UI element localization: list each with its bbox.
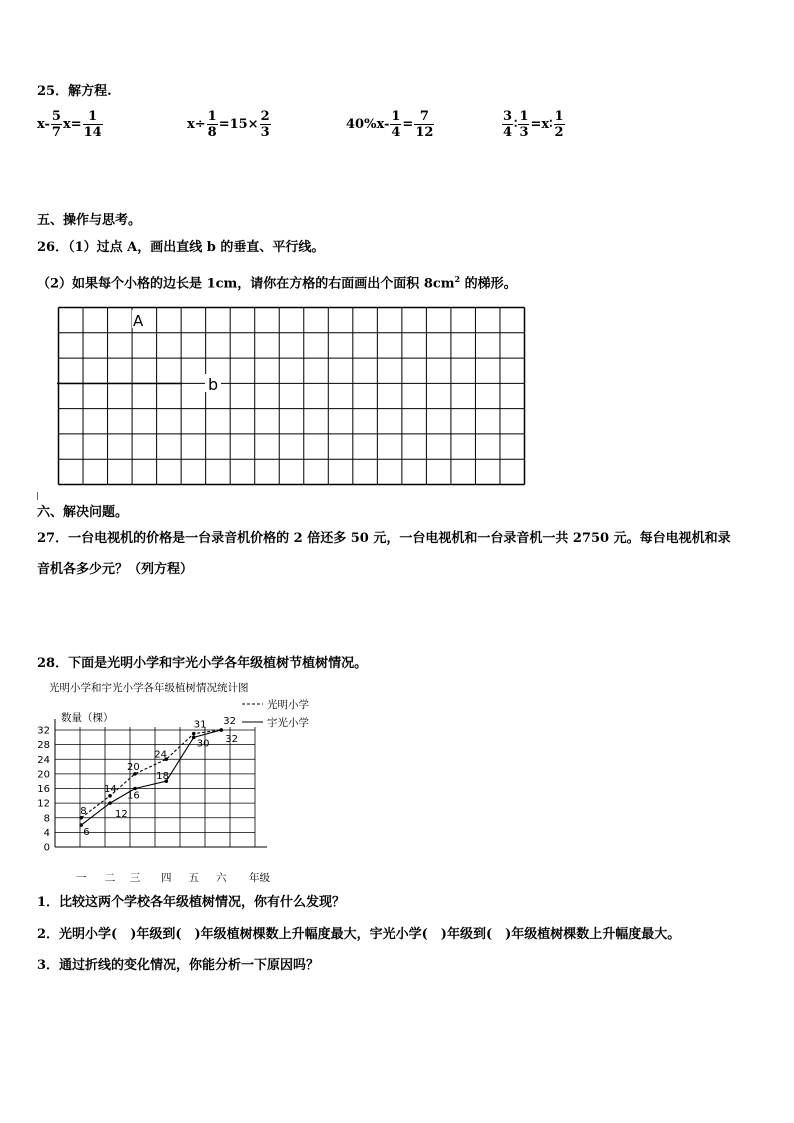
eq3-fraction-1: $\frac{1}{4}$ [391, 109, 401, 140]
equation-1 [37, 109, 104, 140]
eq3-part-a: 40%x- [346, 117, 390, 132]
data-label: 12 [115, 809, 128, 821]
equation-4 [501, 109, 566, 140]
section-5-heading: 五、操作与思考。 [37, 213, 142, 228]
eq1-part-a: x- [37, 117, 50, 132]
y-axis-label: 数量（棵） [61, 712, 114, 724]
data-point [192, 732, 196, 736]
q27-line-2: 音机各多少元？（列方程） [37, 562, 194, 577]
eq4-fraction-1: $\frac{3}{4}$ [503, 109, 513, 140]
eq3-fraction-2: $\frac{7}{12}$ [415, 109, 434, 140]
y-tick-label: 32 [37, 725, 50, 737]
data-label: 16 [127, 790, 140, 802]
eq3-part-b: = [402, 117, 414, 132]
section-6-heading: 六、解决问题。 [37, 505, 129, 520]
margin-mark [37, 492, 38, 500]
label-a: A [133, 312, 144, 330]
x-tick-label: 三 [129, 872, 141, 884]
label-b: b [208, 375, 219, 394]
eq2-fraction-2: $\frac{2}{3}$ [260, 109, 270, 140]
eq1-fraction-1: $\frac{5}{7}$ [51, 109, 61, 140]
y-tick-label: 24 [37, 754, 50, 766]
eq2-part-b: =15× [218, 117, 259, 132]
data-point [192, 736, 196, 740]
data-label: 8 [80, 805, 87, 817]
data-label: 14 [104, 783, 117, 795]
legend-label: 光明小学 [267, 699, 309, 711]
data-label: 6 [83, 827, 90, 839]
eq2-fraction-1: $\frac{1}{8}$ [207, 109, 217, 140]
data-point [108, 801, 112, 805]
q28-title: 28．下面是光明小学和宇光小学各年级植树节植树情况。 [37, 656, 368, 671]
y-tick-label: 28 [37, 740, 50, 752]
legend-label: 宇光小学 [267, 717, 309, 729]
q28-sub-3: 3．通过折线的变化情况，你能分析一下原因吗？ [37, 958, 320, 973]
x-tick-label: 五 [188, 872, 199, 884]
x-tick-label: 四 [161, 872, 172, 884]
x-tick-label: 二 [104, 872, 116, 884]
data-label: 18 [156, 771, 169, 783]
tree-planting-line-chart [35, 679, 325, 889]
q26-line-2: （2）如果每个小格的边长是 1cm，请你在方格的右面画出个面积 $8cm^2$ 的梯形。 [37, 274, 517, 292]
x-tick-label: 一 [76, 872, 87, 884]
data-label: 31 [193, 719, 207, 731]
eq1-part-b: x= [62, 117, 82, 132]
q28-sub-2: 2．光明小学( )年级到( )年级植树棵数上升幅度最大，宇光小学( )年级到( )年级植树棵数上升幅度最大。 [37, 927, 681, 942]
q26-line-1: 26．（1）过点 A，画出直线 b 的垂直、平行线。 [37, 240, 325, 255]
y-tick-label: 4 [43, 827, 50, 839]
chart-title: 光明小学和宇光小学各年级植树情况统计图 [49, 682, 249, 694]
q25-title: 25．解方程. [37, 84, 112, 99]
eq4-fraction-3: $\frac{1}{2}$ [554, 109, 564, 140]
eq4-fraction-2: $\frac{1}{3}$ [519, 109, 529, 140]
q28-sub-1: 1．比较这两个学校各年级植树情况，你有什么发现？ [37, 895, 346, 910]
eq4-colon: ∶ [514, 117, 518, 132]
data-label: 20 [127, 761, 140, 773]
y-tick-label: 8 [43, 813, 50, 825]
data-label: 32 [225, 734, 238, 745]
eq1-fraction-2: $\frac{1}{14}$ [83, 109, 102, 140]
y-tick-label: 0 [43, 842, 50, 854]
data-point [219, 728, 223, 732]
eq4-part-b: =x∶ [530, 117, 553, 132]
y-tick-label: 16 [37, 784, 50, 795]
eq2-part-a: x÷ [187, 117, 206, 132]
y-tick-label: 12 [37, 798, 50, 810]
y-tick-label: 20 [37, 769, 50, 781]
data-label: 30 [196, 738, 210, 750]
data-label: 32 [223, 716, 236, 727]
equation-3 [346, 109, 435, 140]
x-tick-label: 六 [216, 872, 227, 884]
square-grid[interactable] [57, 306, 526, 486]
data-label: 24 [154, 749, 167, 761]
equation-2 [187, 109, 272, 140]
x-axis-label: 年级 [249, 872, 270, 884]
q27-line-1: 27．一台电视机的价格是一台录音机价格的 2 倍还多 50 元，一台电视机和一台录音机一共 2750 元。每台电视机和录 [37, 531, 731, 546]
